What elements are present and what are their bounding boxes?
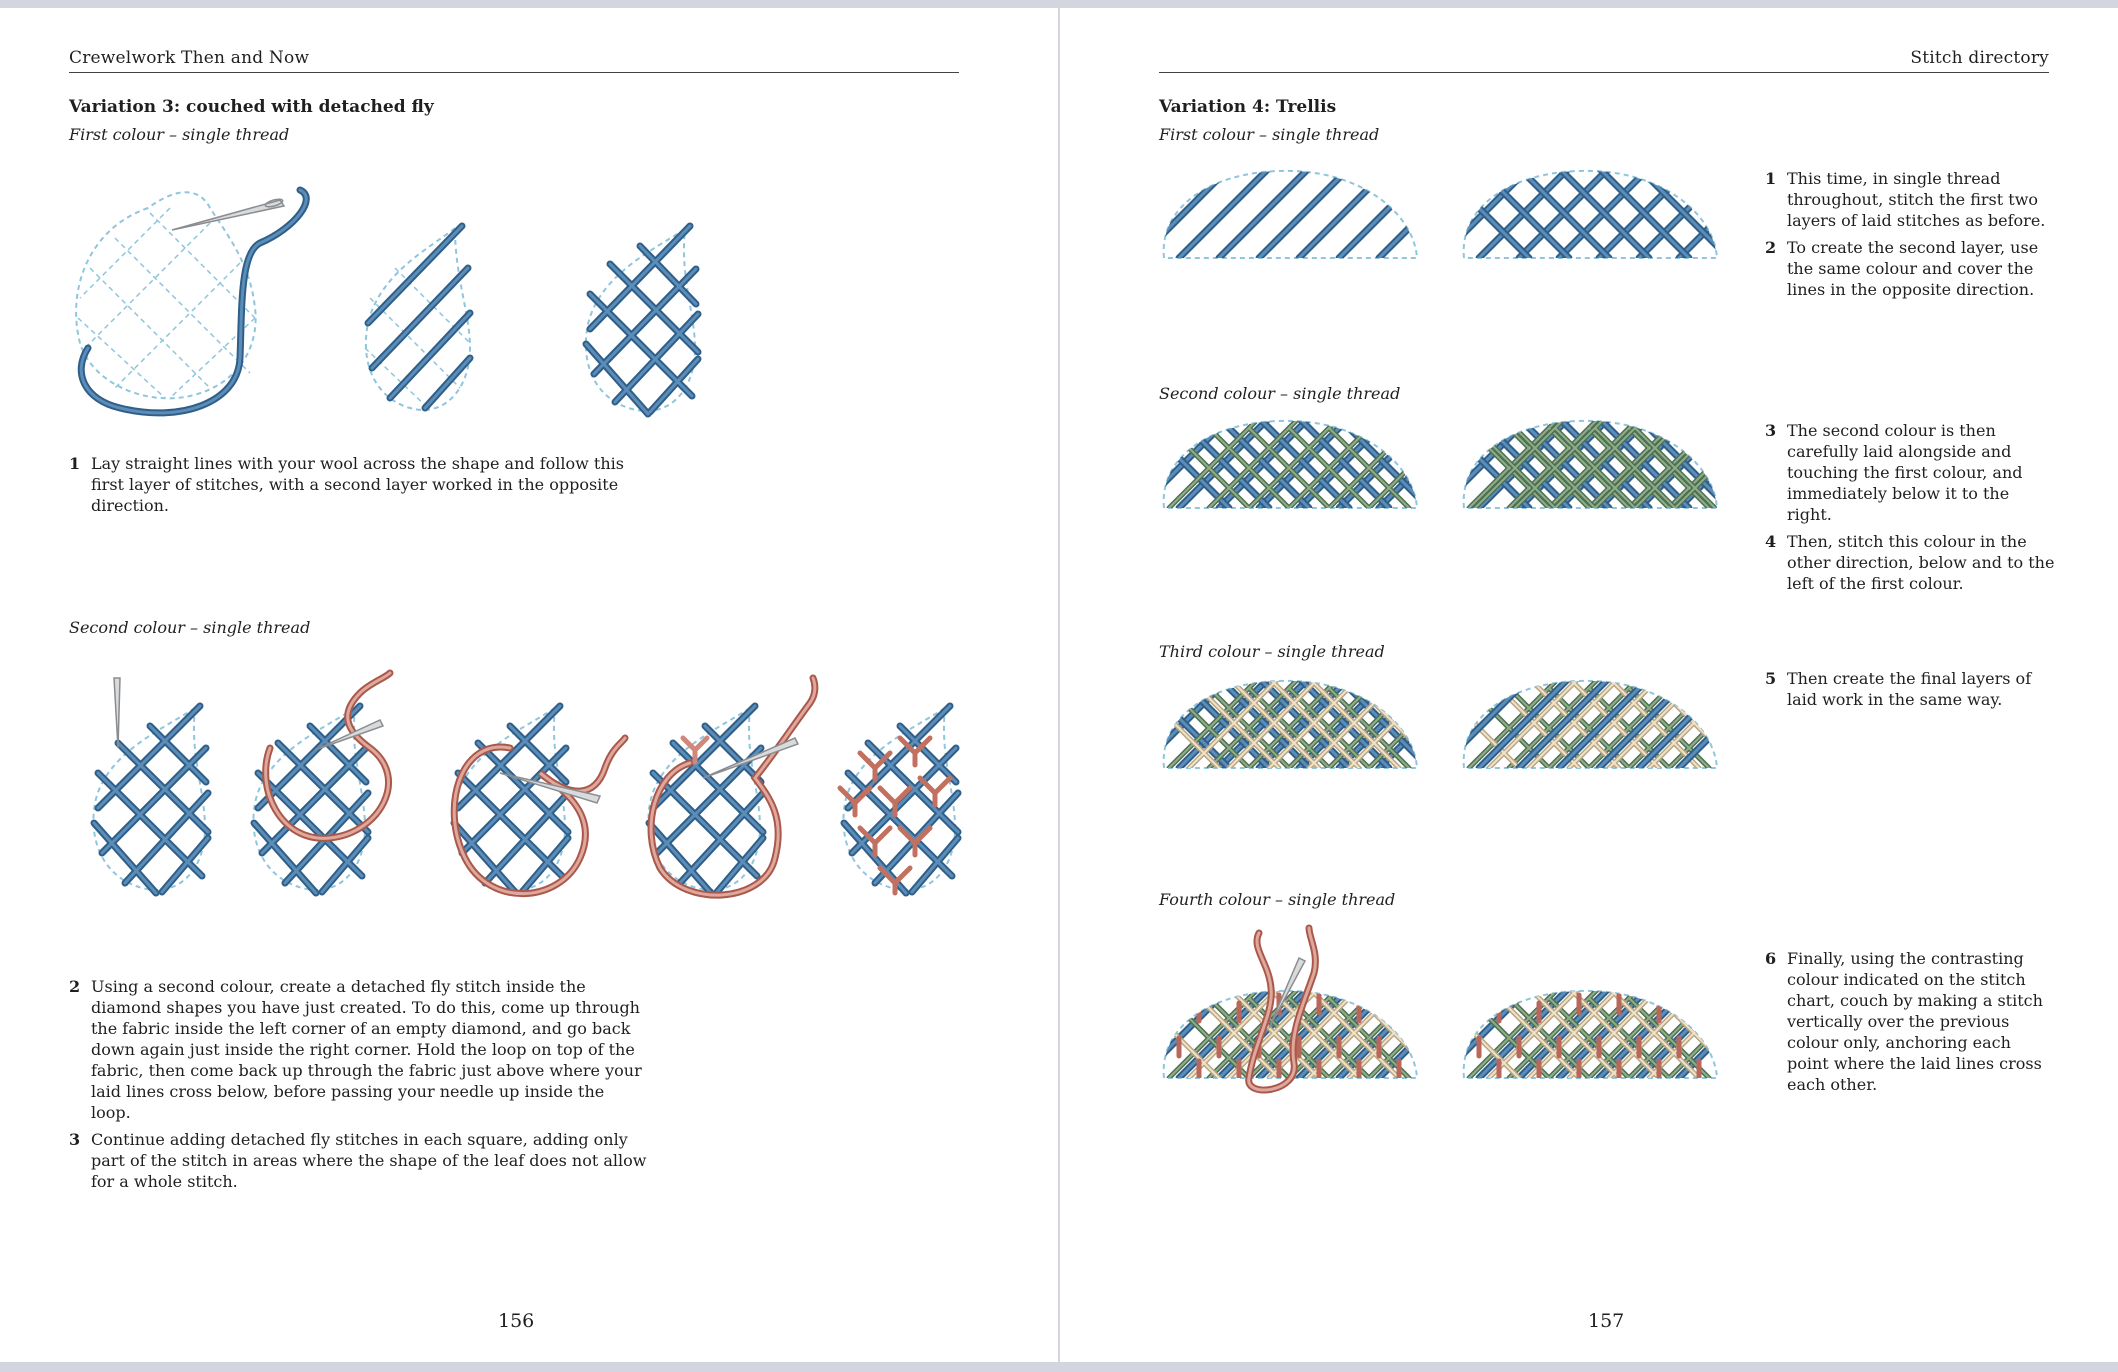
step-item	[1765, 168, 2055, 231]
paisley-leaf-icon	[586, 226, 698, 414]
half-oval-shape-icon	[1159, 678, 1429, 768]
step-text: Using a second colour, create a detached fly stitch inside the diamond shapes you have just created. To do this, come up through the fabric inside the left corner of an empty diamond, and go back down again just inside the right corner. Hold the loop on top of the fabric, then come back up through the fabric just above where your laid lines cross below, before passing your needle up inside the loop.	[91, 977, 642, 1122]
second-colour-figures	[90, 668, 970, 913]
step-number: 2	[69, 977, 81, 996]
step-number: 3	[1765, 421, 1777, 440]
subheading-first-colour: First colour – single thread	[1159, 125, 1380, 144]
step-text: Continue adding detached fly stitches in each square, adding only part of the stitch in areas where the shape of the leaf does not allow for a whole stitch.	[91, 1130, 647, 1191]
step-text: Finally, using the contrasting colour indicated on the stitch chart, couch by making a stitch vertically over the previous colour only, anchoring each point where the laid lines cross each other.	[1787, 949, 2043, 1094]
steps-trellis-6	[1765, 948, 2055, 1101]
step-item	[1765, 668, 2055, 710]
half-oval-shape-icon	[1459, 168, 1729, 258]
header-rule	[1159, 72, 2049, 73]
half-oval-shape-icon	[1159, 928, 1429, 1090]
trellis-third-colour-figures	[1159, 673, 1739, 783]
paisley-leaf-icon	[93, 678, 208, 893]
step-text: The second colour is then carefully laid alongside and touching the first colour, and immediately below it to the right.	[1787, 421, 2023, 524]
step-item	[1765, 237, 2055, 300]
half-oval-shape-icon	[1459, 418, 1735, 508]
step-text: Then, stitch this colour in the other direction, below and to the left of the first colour.	[1787, 532, 2055, 593]
subheading-second-colour: Second colour – single thread	[69, 618, 311, 637]
needle-icon	[114, 678, 120, 748]
page-number-left: 156	[498, 1310, 535, 1332]
step-item	[1765, 948, 2055, 1095]
step-item	[69, 453, 639, 516]
steps-trellis-3-4	[1765, 420, 2055, 600]
first-colour-grid-leaf	[580, 224, 710, 424]
paisley-leaf-icon	[365, 226, 470, 410]
subheading-first-colour: First colour – single thread	[69, 125, 290, 144]
step-item	[69, 976, 649, 1123]
step-number: 6	[1765, 949, 1777, 968]
subheading-third-colour: Third colour – single thread	[1159, 642, 1385, 661]
trellis-fourth-colour-figures	[1159, 918, 1739, 1093]
steps-first-colour	[69, 453, 639, 522]
step-item	[1765, 420, 2055, 525]
page-number-right: 157	[1588, 1310, 1625, 1332]
step-text: To create the second layer, use the same colour and cover the lines in the opposite direction.	[1787, 238, 2039, 299]
running-head-left: Crewelwork Then and Now	[69, 48, 310, 68]
half-oval-shape-icon	[1459, 678, 1729, 768]
steps-trellis-5	[1765, 668, 2055, 716]
trellis-first-colour-figures	[1159, 163, 1739, 273]
half-oval-shape-icon	[1459, 988, 1729, 1078]
steps-trellis-1-2	[1765, 168, 2055, 306]
subheading-fourth-colour: Fourth colour – single thread	[1159, 890, 1396, 909]
right-page	[1060, 8, 2118, 1362]
step-text: Then create the final layers of laid work in the same way.	[1787, 669, 2032, 709]
half-oval-shape-icon	[1159, 168, 1429, 258]
paisley-leaf-icon	[76, 192, 256, 398]
half-oval-shape-icon	[1159, 418, 1429, 508]
step-number: 1	[1765, 169, 1777, 188]
step-item	[69, 1129, 649, 1192]
left-page	[0, 8, 1058, 1362]
step-number: 4	[1765, 532, 1777, 551]
step-item	[1765, 531, 2055, 594]
needle-icon	[172, 198, 284, 230]
subheading-second-colour: Second colour – single thread	[1159, 384, 1401, 403]
step-number: 5	[1765, 669, 1777, 688]
step-number: 2	[1765, 238, 1777, 257]
section-title: Variation 4: Trellis	[1159, 97, 1337, 117]
step-number: 3	[69, 1130, 81, 1149]
paisley-leaf-icon	[648, 678, 814, 895]
step-text: This time, in single thread throughout, stitch the first two layers of laid stitches as before.	[1787, 169, 2046, 230]
first-colour-figures	[60, 168, 480, 428]
header-rule	[69, 72, 959, 73]
paisley-leaf-icon	[840, 706, 958, 893]
paisley-leaf-icon	[453, 706, 625, 894]
section-title: Variation 3: couched with detached fly	[69, 97, 434, 117]
step-number: 1	[69, 454, 81, 473]
paisley-leaf-icon	[253, 673, 390, 893]
steps-second-colour	[69, 976, 649, 1198]
trellis-second-colour-figures	[1159, 413, 1739, 523]
running-head-right: Stitch directory	[1910, 48, 2049, 68]
step-text: Lay straight lines with your wool across the shape and follow this first layer of stitches, with a second layer worked in the opposite direction.	[91, 454, 624, 515]
